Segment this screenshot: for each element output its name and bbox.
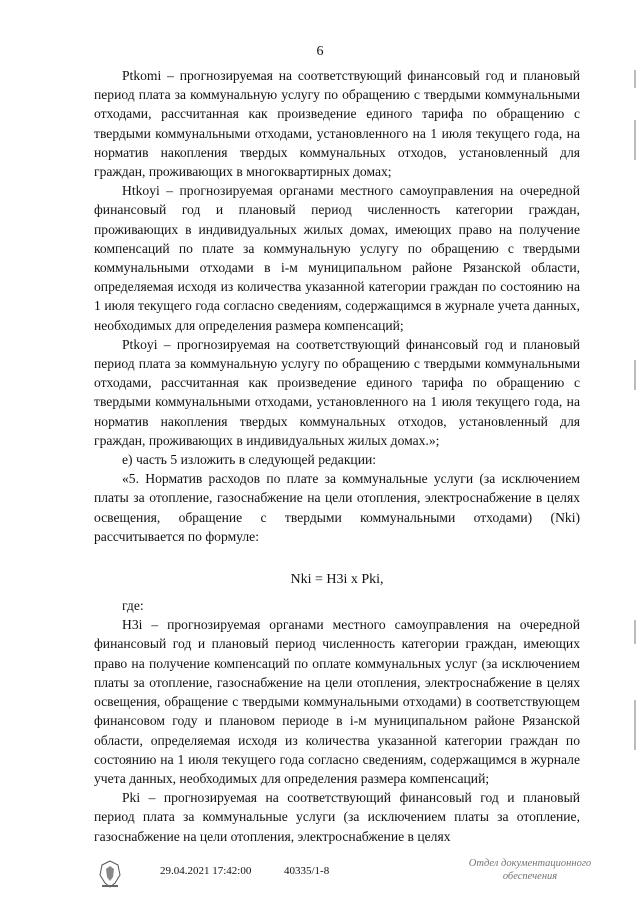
paragraph-ptkomi: Ptkomi – прогнозируемая на соответствующий финансовый год и плановый период плата за коммунальную услугу по обращению с твердыми коммунальными отходами, рассчитанная как произведение единого тарифа по обращению с твердыми коммунальными отходами, установленного на 1 июля текущего года, на норматив накопления твердых коммунальных отходов, установленный для граждан, проживающих в многоквартирных домах; — [94, 68, 580, 180]
footer-datetime: 29.04.2021 17:42:00 — [160, 865, 252, 877]
definition-pki: Pki – прогнозируемая на соответствующий финансовый год и плановый период плата за коммунальные услуги (за исключением платы за отопление, газоснабжение на цели отопления, электроснабжение в целях — [94, 790, 580, 844]
formula: Nki = H3i x Pki, — [290, 572, 384, 588]
paragraph-htkoyi: Htkoyi – прогнозируемая органами местного самоуправления на очередной финансовый год и плановый период численность категории граждан, проживающих в индивидуальных жилых домах, имеющих право на получение компенсаций по плате за коммунальную услугу по обращению с твердыми коммунальными отходами в i-м муниципальном районе Рязанской области, определяемая исходя из количества указанной категории граждан по состоянию на 1 июля текущего года согласно сведениям, содержащимся в журнале учета данных, необходимых для определения размера компенсаций; — [94, 183, 580, 333]
page-number: 6 — [316, 44, 324, 59]
paragraph-part-5: «5. Норматив расходов по плате за коммунальные услуги (за исключением платы за отопление, газоснабжение на цели отопления, электроснабжение в целях освещения, обращение с твердыми коммунальными отходами) (Nki) рассчитывается по формуле: — [94, 471, 580, 544]
definition-h3i: H3i – прогнозируемая органами местного самоуправления на очередной финансовый год и плановый период численность категории граждан, имеющих право на получение компенсаций по оплате коммунальных услуг (за исключением платы за отопление, газоснабжение на цели отопления, электроснабжение в целях освещения, обращение с твердыми коммунальными отходами) в соответствующем финансовом году и плановом периоде в i-м муниципальном районе Рязанской области, определяемая исходя из количества указанной категории граждан по состоянию на 1 июля текущего года согласно сведениям, содержащимся в журнале учета данных, необходимых для определения размера компенсаций; — [94, 617, 580, 786]
stamp-line-1: Отдел документационного — [468, 858, 592, 869]
paragraph-amendment-e: е) часть 5 изложить в следующей редакции: — [122, 452, 377, 468]
stamp-line-2: обеспечения — [502, 871, 558, 882]
scan-edge-marks — [628, 60, 636, 760]
paragraph-ptkoyi: Ptkoyi – прогнозируемая на соответствующий финансовый год и плановый период плата за коммунальную услугу по обращению с твердыми коммунальными отходами, рассчитанная как произведение единого тарифа по обращению с твердыми коммунальными отходами, установленного на 1 июля текущего года, на норматив накопления твердых коммунальных отходов, установленный для граждан, проживающих в индивидуальных жилых домах.»; — [94, 336, 580, 448]
department-stamp — [450, 857, 610, 883]
footer — [0, 855, 640, 895]
footer-doc-number: 40335/1-8 — [284, 865, 330, 877]
where-label: где: — [122, 598, 144, 614]
document-body — [94, 66, 580, 846]
coat-of-arms-icon — [96, 859, 124, 889]
